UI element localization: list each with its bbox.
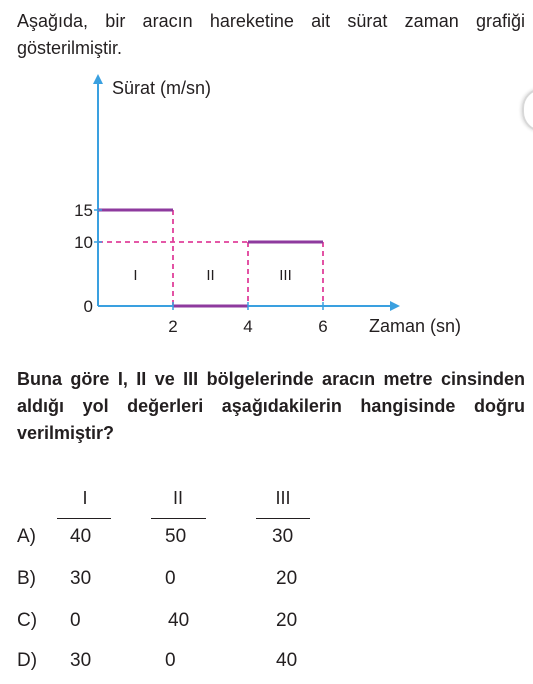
- option-value-3: 20: [276, 568, 298, 589]
- column-header-2: II: [172, 488, 183, 508]
- region-label: I: [133, 267, 138, 284]
- option-value-2: 0: [165, 650, 176, 671]
- region-labels: [133, 267, 291, 284]
- option-value-1: 40: [70, 526, 92, 547]
- option-value-1: 30: [70, 568, 92, 589]
- option-value-3: 20: [276, 610, 298, 631]
- y-axis-label: Sürat (m/sn): [112, 78, 212, 98]
- column-header-1: I: [82, 488, 88, 508]
- column-header-3: III: [275, 488, 291, 508]
- x-axis-label: Zaman (sn): [369, 316, 462, 336]
- guide-lines: [98, 210, 323, 306]
- region-label: III: [279, 267, 292, 284]
- option-value-1: 30: [70, 650, 92, 671]
- region-label: II: [206, 267, 215, 284]
- option-letter: C): [17, 610, 38, 631]
- option-a[interactable]: [0, 526, 533, 556]
- answer-table: [0, 480, 533, 680]
- option-value-2: 50: [165, 526, 187, 547]
- option-d[interactable]: [0, 650, 533, 680]
- column-rule-2: [151, 518, 206, 519]
- chart-canvas: [0, 70, 533, 350]
- x-tick-label: 2: [168, 317, 178, 336]
- option-b[interactable]: [0, 568, 533, 598]
- option-value-3: 40: [276, 650, 298, 671]
- question-text: Buna göre I, II ve III bölgelerinde aracın metre cinsinden aldığı yol değerleri aşağıdakilerin hangisinde doğru verilmiştir?: [17, 369, 525, 443]
- series-segments: [98, 210, 323, 306]
- column-rule-1: [57, 518, 111, 519]
- option-value-1: 0: [70, 610, 81, 631]
- x-tick-label: 6: [318, 317, 328, 336]
- y-tick-label: 10: [74, 233, 93, 252]
- x-tick-label: 4: [243, 317, 253, 336]
- option-letter: A): [17, 526, 36, 547]
- option-letter: B): [17, 568, 36, 589]
- y-tick-label: 15: [74, 201, 93, 220]
- option-value-2: 40: [168, 610, 190, 631]
- intro-text: Aşağıda, bir aracın hareketine ait sürat zaman grafiği gösterilmiştir.: [17, 11, 525, 58]
- y-tick-label: 0: [83, 297, 93, 316]
- option-c[interactable]: [0, 610, 533, 640]
- column-rule-3: [256, 518, 310, 519]
- speed-time-chart: [0, 70, 533, 350]
- option-letter: D): [17, 650, 38, 671]
- option-value-3: 30: [272, 526, 294, 547]
- option-value-2: 0: [165, 568, 176, 589]
